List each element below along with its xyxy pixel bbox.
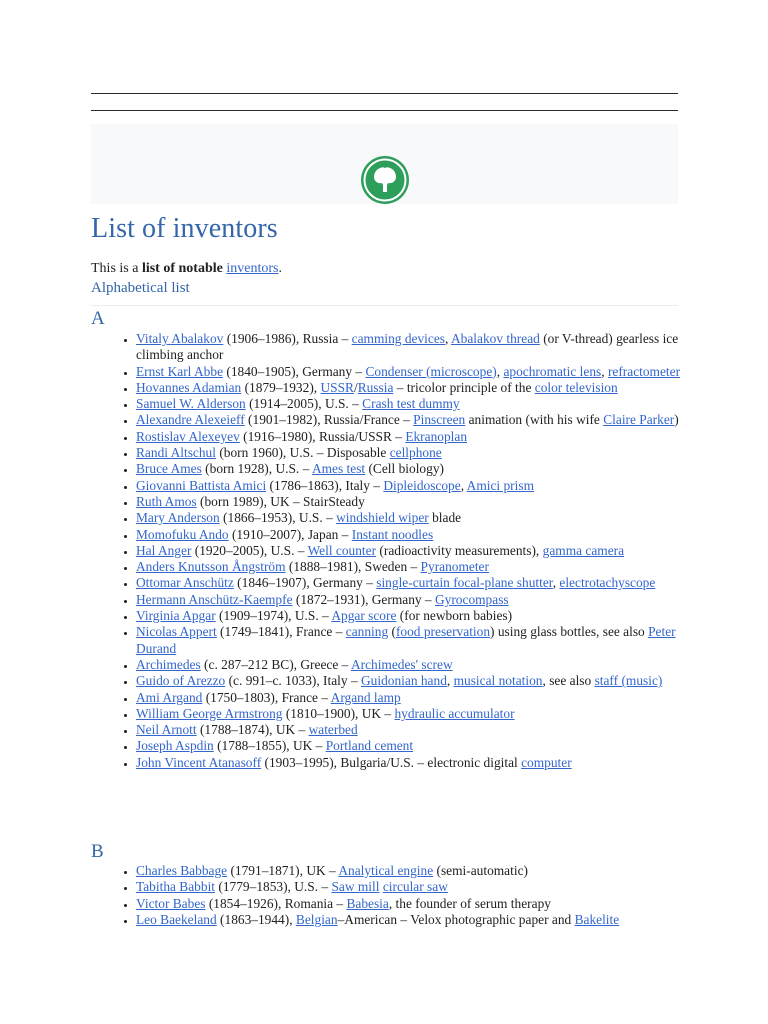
topic-link[interactable]: refractometer — [607, 363, 681, 379]
list-item — [136, 510, 704, 526]
inventor-list-a — [110, 331, 704, 771]
entry-text: (1866–1953), U.S. – — [219, 510, 337, 526]
list-item — [136, 690, 704, 706]
entry-text: (1846–1907), Germany – — [233, 575, 377, 591]
topic-link[interactable]: computer — [521, 754, 572, 770]
topic-link[interactable]: Argand lamp — [330, 689, 401, 705]
entry-text: , — [552, 575, 560, 591]
inventor-list-b — [110, 863, 704, 928]
entry-text: (radioactivity measurements), — [376, 542, 543, 558]
entry-text: , — [446, 673, 454, 689]
topic-link[interactable]: electrotachyscope — [559, 575, 656, 591]
list-item — [136, 461, 704, 477]
list-item — [136, 429, 704, 445]
inventor-name-link[interactable]: Nicolas Appert — [136, 624, 217, 640]
entry-text: (c. 991–c. 1033), Italy – — [225, 673, 361, 689]
entry-text: (born 1989), UK – StairSteady — [196, 493, 365, 509]
entry-text: (1903–1995), Bulgaria/U.S. – electronic digital — [261, 754, 522, 770]
inventor-name-link[interactable]: Tabitha Babbit — [136, 879, 216, 895]
entry-text: (1872–1931), Germany – — [292, 591, 435, 607]
topic-link[interactable]: Guidonian hand — [360, 673, 447, 689]
entry-text: animation (with his wife — [465, 412, 604, 428]
topic-link[interactable]: gamma camera — [542, 542, 625, 558]
entry-text: (Cell biology) — [365, 461, 444, 477]
list-item — [136, 527, 704, 543]
topic-link[interactable]: Pinscreen — [413, 412, 466, 428]
letter-heading-a: A — [91, 308, 105, 329]
intro-prefix: This is a — [91, 261, 142, 276]
inventor-name-link[interactable]: Neil Arnott — [136, 722, 197, 738]
list-item — [136, 543, 704, 559]
letter-heading-b: B — [91, 841, 104, 862]
topic-link[interactable]: circular saw — [382, 879, 448, 895]
topic-link[interactable]: Apgar score — [331, 608, 397, 624]
list-item — [136, 445, 704, 461]
entry-text: – tricolor principle of the — [393, 379, 535, 395]
inventor-name-link[interactable]: Mary Anderson — [136, 510, 220, 526]
list-item — [136, 896, 704, 912]
topic-link[interactable]: Pyranometer — [420, 559, 489, 575]
inventor-name-link[interactable]: Giovanni Battista Amici — [136, 477, 267, 493]
entry-text: , the founder of serum therapy — [388, 895, 551, 911]
topic-link[interactable]: apochromatic lens — [503, 363, 602, 379]
entry-text: (1779–1853), U.S. – — [215, 879, 332, 895]
entry-text: (1888–1981), Sweden – — [285, 559, 421, 575]
entry-text: , — [496, 363, 504, 379]
entry-text: (1909–1974), U.S. – — [215, 608, 332, 624]
inventor-name-link[interactable]: Bruce Ames — [136, 461, 202, 477]
entry-text: (1786–1863), Italy – — [266, 477, 384, 493]
intro-bold: list of notable — [141, 261, 227, 276]
inventor-name-link[interactable]: Charles Babbage — [136, 863, 228, 878]
entry-text: , — [601, 363, 608, 379]
entry-text: ) using glass bottles, see also — [490, 624, 649, 640]
entry-text: (1854–1926), Romania – — [205, 895, 347, 911]
list-item — [136, 396, 704, 412]
topic-link[interactable]: Babesia — [346, 895, 389, 911]
list-item — [136, 863, 704, 879]
entry-text: (1916–1980), Russia/USSR – — [239, 428, 406, 444]
topic-link[interactable]: Condenser (microscope) — [365, 363, 497, 379]
inventor-name-link[interactable]: William George Armstrong — [136, 705, 283, 721]
topic-link[interactable]: Portland cement — [325, 738, 414, 754]
entry-text: ) — [674, 412, 679, 428]
heading-underline — [91, 305, 678, 306]
entry-text: (1920–2005), U.S. – — [191, 542, 308, 558]
topic-link[interactable]: canning — [345, 624, 389, 640]
entry-text: / — [353, 379, 358, 395]
inventors-link[interactable]: inventors — [226, 261, 279, 276]
topic-link[interactable]: Amici prism — [466, 477, 534, 493]
entry-text: (1906–1986), Russia – — [223, 331, 352, 346]
inventor-name-link[interactable]: Momofuku Ando — [136, 526, 229, 542]
inventor-name-link[interactable]: Samuel W. Alderson — [136, 396, 246, 412]
topic-link[interactable]: Ames test — [311, 461, 366, 477]
inventor-name-link[interactable]: Ottomar Anschütz — [136, 575, 234, 591]
entry-text: (1788–1855), UK – — [213, 738, 326, 754]
topic-link[interactable]: food preservation — [395, 624, 491, 640]
list-item — [136, 575, 704, 591]
topic-link[interactable]: Ekranoplan — [405, 428, 468, 444]
inventor-name-link[interactable]: John Vincent Atanasoff — [136, 754, 262, 770]
entry-text: (1901–1982), Russia/France – — [244, 412, 414, 428]
inventor-name-link[interactable]: Anders Knutsson Ångström — [136, 559, 286, 575]
topic-link[interactable]: Russia — [357, 379, 394, 395]
entry-text: (1791–1871), UK – — [227, 863, 339, 878]
topic-link[interactable]: waterbed — [308, 722, 358, 738]
inventor-name-link[interactable]: Rostislav Alexeyev — [136, 428, 240, 444]
topic-link[interactable]: staff (music) — [594, 673, 663, 689]
inventor-name-link[interactable]: Randi Altschul — [136, 445, 216, 461]
inventor-name-link[interactable]: Joseph Aspdin — [136, 738, 214, 754]
inventor-name-link[interactable]: Hal Anger — [136, 542, 192, 558]
entry-text: (1910–2007), Japan – — [228, 526, 352, 542]
inventor-name-link[interactable]: Victor Babes — [136, 895, 206, 911]
list-item — [136, 738, 704, 754]
topic-link[interactable]: Belgian — [295, 911, 338, 927]
entry-text: (born 1960), U.S. – Disposable — [215, 445, 390, 461]
topic-link[interactable]: Instant noodles — [351, 526, 434, 542]
list-item — [136, 608, 704, 624]
inventor-name-link[interactable]: Hermann Anschütz-Kaempfe — [136, 591, 293, 607]
list-item — [136, 412, 704, 428]
topic-link[interactable]: Gyrocompass — [434, 591, 509, 607]
entry-text: (1840–1905), Germany – — [223, 363, 366, 379]
entry-text: (1788–1874), UK – — [196, 722, 309, 738]
list-item — [136, 673, 704, 689]
topic-link[interactable]: Crash test dummy — [362, 396, 460, 412]
entry-text: (born 1928), U.S. – — [201, 461, 312, 477]
page-title: List of inventors — [91, 213, 278, 244]
header-divider — [91, 110, 678, 111]
list-item — [136, 624, 704, 657]
section-heading-alphabetical: Alphabetical list — [91, 280, 190, 296]
list-item — [136, 657, 704, 673]
entry-text: (1749–1841), France – — [216, 624, 346, 640]
list-item — [136, 592, 704, 608]
inventor-name-link[interactable]: Archimedes — [136, 656, 201, 672]
topic-link[interactable]: Peter Durand — [136, 624, 676, 656]
list-item — [136, 494, 704, 510]
list-item — [136, 879, 704, 895]
inventor-name-link[interactable]: Guido of Arezzo — [136, 673, 226, 689]
topic-link[interactable]: Analytical engine — [338, 863, 434, 878]
topic-link[interactable]: cellphone — [389, 445, 442, 461]
entry-text: (1863–1944), — [216, 911, 296, 927]
entry-text: (1750–1803), France – — [202, 689, 331, 705]
topic-link[interactable]: musical notation — [453, 673, 543, 689]
entry-text: –American – Velox photographic paper and — [337, 911, 575, 927]
topic-link[interactable]: Archimedes' screw — [350, 656, 453, 672]
banner — [91, 124, 678, 204]
list-item — [136, 706, 704, 722]
entry-text: blade — [428, 510, 462, 526]
list-item — [136, 755, 704, 771]
list-item — [136, 478, 704, 494]
entry-text: , see also — [542, 673, 595, 689]
inventor-name-link[interactable]: Ami Argand — [136, 689, 203, 705]
list-item — [136, 722, 704, 738]
topic-link[interactable]: single-curtain focal-plane shutter — [376, 575, 553, 591]
intro-suffix: . — [278, 261, 282, 276]
entry-text: (c. 287–212 BC), Greece – — [200, 656, 351, 672]
topic-link[interactable]: Claire Parker — [603, 412, 675, 428]
inventor-name-link[interactable]: Vitaly Abalakov — [136, 331, 224, 346]
inventor-name-link[interactable]: Ernst Karl Abbe — [136, 363, 224, 379]
list-item — [136, 380, 704, 396]
topic-link[interactable]: USSR — [320, 379, 354, 395]
inventor-name-link[interactable]: Hovannes Adamian — [136, 379, 242, 395]
topic-link[interactable]: Saw mill — [331, 879, 380, 895]
list-item — [136, 559, 704, 575]
entry-text: (semi-automatic) — [433, 863, 528, 878]
entry-text: , — [460, 477, 467, 493]
entry-text: , — [445, 331, 451, 346]
list-item — [136, 912, 704, 928]
entry-text: (1810–1900), UK – — [282, 705, 395, 721]
topic-link[interactable]: Well counter — [307, 542, 377, 558]
list-item — [136, 364, 704, 380]
topic-link[interactable]: windshield wiper — [336, 510, 429, 526]
intro-text — [91, 261, 282, 277]
topic-link[interactable]: camming devices — [351, 331, 446, 346]
inventor-name-link[interactable]: Leo Baekeland — [136, 911, 217, 927]
entry-text: (or V-thread) gearless ice climbing anchor — [136, 331, 679, 363]
list-item — [136, 331, 704, 364]
inventor-name-link[interactable]: Alexandre Alexeieff — [136, 412, 245, 428]
inventor-name-link[interactable]: Virginia Apgar — [136, 608, 216, 624]
inventor-name-link[interactable]: Ruth Amos — [136, 493, 197, 509]
topic-link[interactable]: Bakelite — [574, 911, 620, 927]
entry-text: (for newborn babies) — [396, 608, 513, 624]
topic-link[interactable]: Abalakov thread — [450, 331, 540, 346]
top-divider — [91, 93, 678, 94]
topic-link[interactable]: hydraulic accumulator — [394, 705, 515, 721]
topic-link[interactable]: color television — [534, 379, 618, 395]
entry-text: (1879–1932), — [241, 379, 321, 395]
tree-icon — [360, 155, 410, 205]
topic-link[interactable]: Dipleidoscope — [383, 477, 461, 493]
entry-text: (1914–2005), U.S. – — [245, 396, 363, 412]
entry-text: ( — [388, 624, 396, 640]
